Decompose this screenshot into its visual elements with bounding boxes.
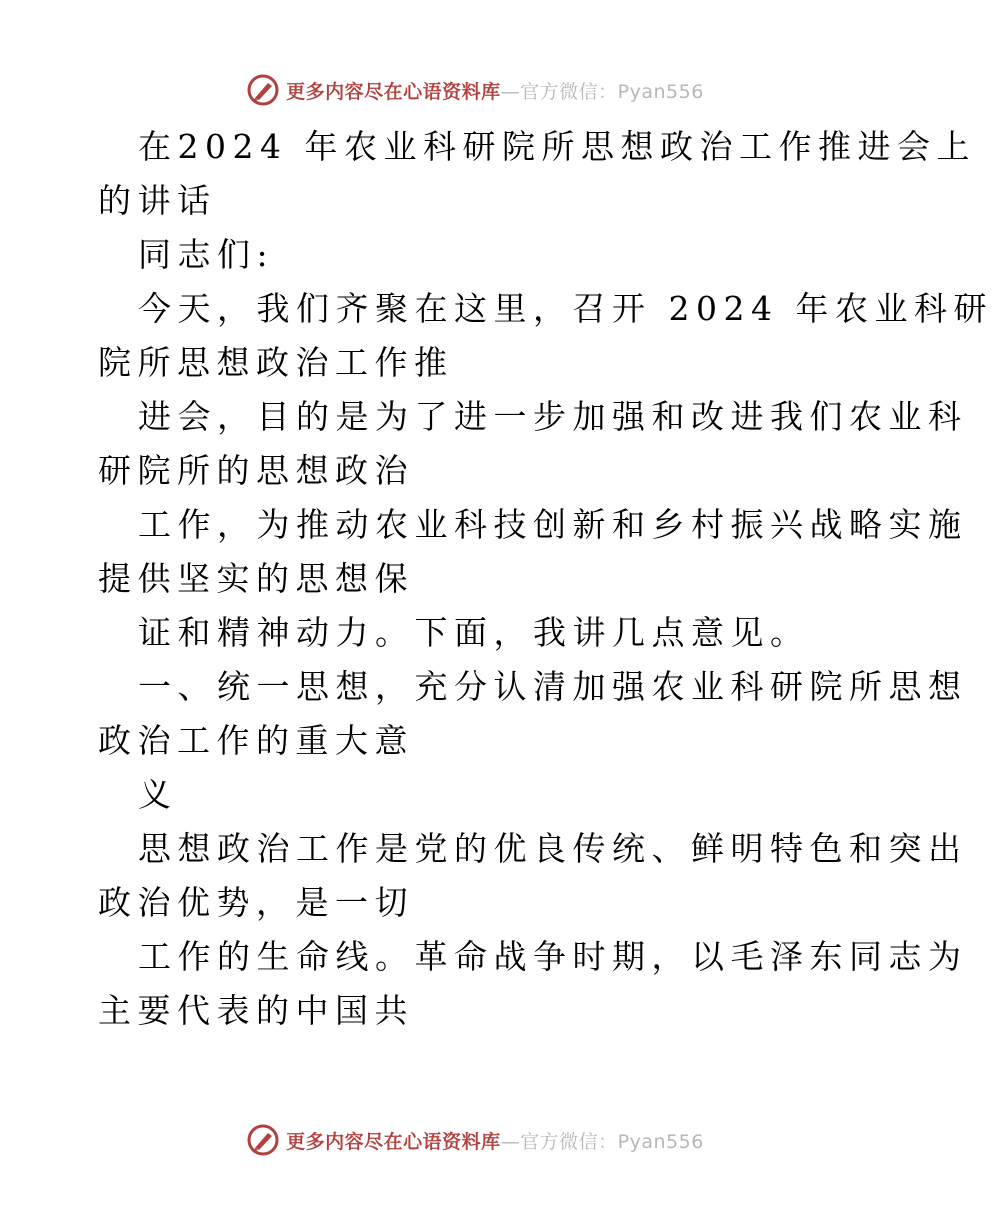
document-line: 一、统一思想，充分认清加强农业科研院所思想 [138,667,968,706]
document-line: 的讲话 [98,181,217,220]
watermark-red-text: 更多内容尽在心语资料库 [286,80,501,103]
document-line: 在2024 年农业科研院所思想政治工作推进会上 [138,127,976,166]
document-line: 主要代表的中国共 [98,991,414,1030]
document-line: 政治工作的重大意 [98,721,414,760]
document-line: 提供坚实的思想保 [98,559,414,598]
document-line: 工作的生命线。革命战争时期，以毛泽东同志为 [138,937,968,976]
document-line: 政治优势，是一切 [98,883,414,922]
document-line: 进会，目的是为了进一步加强和改进我们农业科 [138,397,968,436]
document-line: 同志们: [138,235,275,274]
document-line: 义 [138,775,178,814]
watermark-red-text: 更多内容尽在心语资料库 [286,1130,501,1153]
document-line: 今天，我们齐聚在这里，召开 2024 年农业科研 [138,289,993,328]
watermark-grey-text: —官方微信：Pyan556 [500,1130,704,1153]
pen-logo-icon [246,1123,280,1157]
document-line: 院所思想政治工作推 [98,343,454,382]
document-line: 思想政治工作是党的优良传统、鲜明特色和突出 [138,829,968,868]
watermark-banner-bottom [0,1120,950,1160]
document-line: 证和精神动力。下面，我讲几点意见。 [138,613,810,652]
watermark-banner-top [0,70,950,110]
pen-logo-icon [246,73,280,107]
document-line: 工作，为推动农业科技创新和乡村振兴战略实施 [138,505,968,544]
document-body [98,120,993,1038]
document-line: 研院所的思想政治 [98,451,414,490]
watermark-grey-text: —官方微信：Pyan556 [500,80,704,103]
